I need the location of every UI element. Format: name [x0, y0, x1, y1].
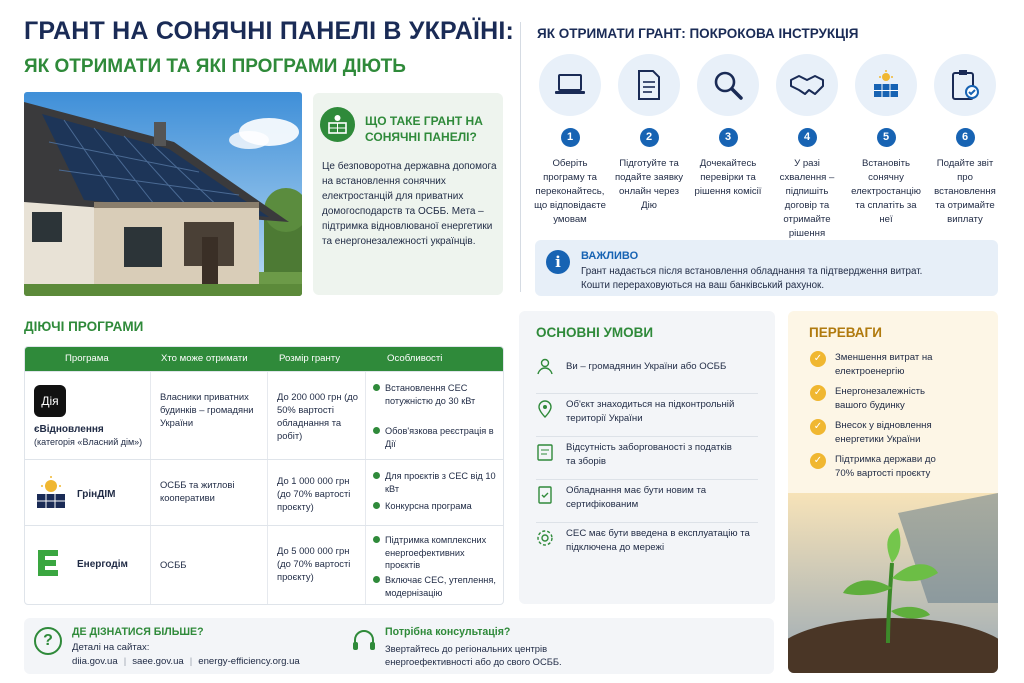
programs-title: ДІЮЧІ ПРОГРАМИ [24, 319, 144, 334]
link-saee[interactable]: saee.gov.ua [132, 656, 184, 667]
grindim-logo [34, 476, 68, 510]
links: diia.gov.ua | saee.gov.ua | energy-efficiency.org.ua [72, 656, 300, 667]
report-icon [934, 54, 996, 116]
check-icon: ✓ [810, 453, 826, 469]
sprout-image [788, 493, 998, 673]
list-item: Об'єкт знаходиться на підконтрольній території України [536, 394, 758, 437]
conditions-card: ОСНОВНІ УМОВИ Ви – громадянин України або ОСББ Об'єкт знаходиться на підконтрольній території України Відсутність заборгованості з податків та зборів Обладнання має бути новим та сертифікованим СЕС має бути введена в експлуатацію та підключена до мережі [519, 311, 775, 604]
divider [520, 22, 521, 292]
programs-table [24, 346, 504, 605]
tax-icon [536, 443, 554, 461]
check-icon: ✓ [810, 419, 826, 435]
important-note: i ВАЖЛИВО Грант надається після встановлення обладнання та підтвердження витрат. Кошти перераховуються на ваш банківський рахунок. [535, 240, 998, 296]
info-icon: i [546, 250, 570, 274]
list-item: Обладнання має бути новим та сертифікованим [536, 480, 758, 523]
steps-list [530, 54, 1010, 239]
step-3: 3 Дочекайтесь перевірки та рішення комісії [692, 54, 764, 199]
table-header: Програма Хто може отримати Розмір гранту Особливості [25, 347, 503, 371]
handshake-icon [776, 54, 838, 116]
table-row: Енергодім ОСББ До 5 000 000 грн (до 70% вартості проєкту) Підтримка комплексних енергоефективних проєктів Включає СЕС, утеплення, модернізацію [25, 525, 503, 605]
table-row: Дія єВідновлення (категорія «Власний дім») Власники приватних будинків – громадяни України До 200 000 грн (до 50% вартості обладнання та робіт) Встановлення СЕС потужністю до 30 кВт Обов'язкова реєстрація в Дії [25, 371, 503, 459]
magnifier-icon [697, 54, 759, 116]
step-5: 5 Встановіть сонячну електростанцію та сплатіть за неї [850, 54, 922, 227]
table-row: ГрінДІМ ОСББ та житлові кооперативи До 1 000 000 грн (до 70% вартості проєкту) Для проєктів з СЕС від 10 кВт Конкурсна програма [25, 459, 503, 525]
headset-icon [351, 628, 377, 654]
list-item: СЕС має бути введена в експлуатацію та підключена до мережі [536, 523, 758, 566]
footer-bar: ? ДЕ ДІЗНАТИСЯ БІЛЬШЕ? Деталі на сайтах: diia.gov.ua | saee.gov.ua | energy-efficiency.org.ua Потрібна консультація? Звертайтесь до регіональних центрів енергоефективності або до свого ОСББ. [24, 618, 774, 674]
check-icon: ✓ [810, 351, 826, 367]
solar-panel-icon [855, 54, 917, 116]
list-item: Відсутність заборгованості з податків та зборів [536, 437, 758, 480]
step-4: 4 У разі схвалення – підпишіть договір та отримайте рішення [771, 54, 843, 241]
page-title: ГРАНТ НА СОНЯЧНІ ПАНЕЛІ В УКРАЇНІ: [24, 17, 514, 45]
what-text: Це безповоротна державна допомога на встановлення сонячних електростанцій для приватних домогосподарств та ОСББ. Мета – підтримка відновлюваної енергетики та енергонезалежності українців. [322, 161, 497, 247]
solar-panel-icon [320, 107, 355, 142]
step-2: 2 Підготуйте та подайте заявку онлайн через Дію [613, 54, 685, 213]
what-is-grant-card [313, 93, 503, 295]
steps-title: ЯК ОТРИМАТИ ГРАНТ: ПОКРОКОВА ІНСТРУКЦІЯ [537, 26, 859, 41]
house-solar-image [24, 92, 302, 296]
link-diia[interactable]: diia.gov.ua [72, 656, 118, 667]
link-energy-efficiency[interactable]: energy-efficiency.org.ua [198, 656, 300, 667]
diia-logo: Дія [34, 385, 66, 417]
page-subtitle: ЯК ОТРИМАТИ ТА ЯКІ ПРОГРАМИ ДІЮТЬ [24, 56, 406, 77]
certificate-icon [536, 486, 554, 504]
question-icon: ? [34, 627, 62, 655]
location-icon [536, 400, 554, 418]
step-6: 6 Подайте звіт про встановлення та отримайте виплату [929, 54, 1001, 227]
check-icon: ✓ [810, 385, 826, 401]
energodim-logo [34, 546, 64, 580]
gear-icon [536, 529, 554, 547]
list-item: Ви – громадянин України або ОСББ [536, 351, 758, 394]
step-1: 1 Оберіть програму та переконайтесь, що відповідаєте умовам [534, 54, 606, 227]
what-title: ЩО ТАКЕ ГРАНТ НА СОНЯЧНІ ПАНЕЛІ? [365, 114, 483, 144]
laptop-icon [539, 54, 601, 116]
document-icon [618, 54, 680, 116]
person-icon [536, 357, 554, 375]
advantages-card: ПЕРЕВАГИ ✓ Зменшення витрат на електроенергію ✓ Енергонезалежність вашого будинку ✓ Внесок у відновлення енергетики України ✓ Підтримка держави до 70% вартості проєкту [788, 311, 998, 673]
